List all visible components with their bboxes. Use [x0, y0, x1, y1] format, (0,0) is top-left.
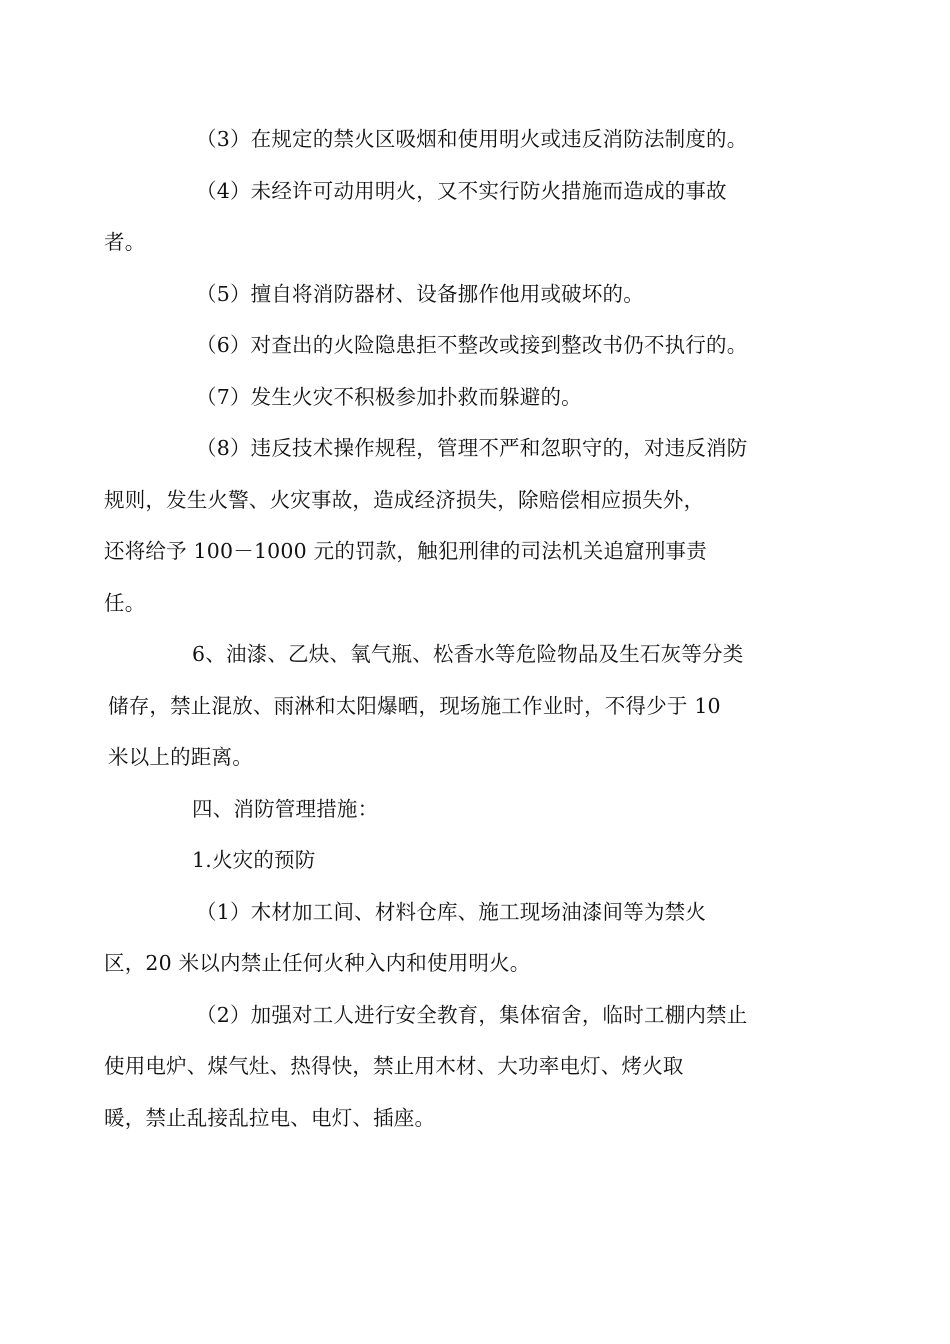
paragraph-item-5 — [150, 269, 810, 321]
text-line: 1.火灾的预防 — [192, 848, 316, 872]
text-line: 区，20 米以内禁止任何火种入内和使用明火。 — [104, 951, 531, 975]
text-line: 储存，禁止混放、雨淋和太阳爆晒，现场施工作业时，不得少于 10 — [108, 693, 721, 718]
text-line: 米以上的距离。 — [108, 745, 253, 769]
text-line: 暖，禁止乱接乱拉电、电灯、插座。 — [104, 1105, 436, 1130]
text-line: 者。 — [104, 230, 146, 254]
text-line: （6）对查出的火险隐患拒不整改或接到整改书仍不执行的。 — [196, 333, 748, 357]
document-page — [104, 114, 810, 1144]
text-line: （5）擅自将消防器材、设备挪作他用或破坏的。 — [196, 281, 644, 306]
subsection-heading — [150, 835, 810, 887]
paragraph-item-6 — [150, 320, 810, 372]
paragraph-item-3 — [150, 114, 810, 166]
text-line: （3）在规定的禁火区吸烟和使用明火或违反消防法制度的。 — [196, 127, 748, 151]
section-heading — [150, 784, 810, 836]
text-line: （8）违反技术操作规程，管理不严和忽职守的，对违反消防 — [196, 436, 748, 460]
text-line: 使用电炉、煤气灶、热得快，禁止用木材、大功率电灯、烤火取 — [104, 1054, 684, 1078]
text-line: （7）发生火灾不积极参加扑救而躲避的。 — [196, 384, 582, 409]
text-line: 任。 — [104, 590, 146, 615]
paragraph-item-7 — [150, 372, 810, 424]
text-line: （1）木材加工间、材料仓库、施工现场油漆间等为禁火 — [196, 899, 707, 924]
text-line: 四、消防管理措施： — [192, 796, 379, 821]
paragraph-item-8 — [104, 423, 810, 629]
text-line: 还将给予 100－1000 元的罚款，触犯刑律的司法机关追窟刑事责 — [104, 539, 707, 563]
paragraph-item-4 — [104, 166, 810, 269]
text-line: （4）未经许可动用明火，又不实行防火措施而造成的事故 — [196, 178, 727, 203]
text-line: 规则，发生火警、火灾事故，造成经济损失，除赔偿相应损失外， — [104, 487, 705, 512]
paragraph-hazard-storage — [108, 629, 810, 784]
text-line: （2）加强对工人进行安全教育，集体宿舍，临时工棚内禁止 — [196, 1002, 748, 1027]
paragraph-prevention-2 — [104, 990, 810, 1145]
text-line: 6、油漆、乙炔、氧气瓶、松香水等危险物品及生石灰等分类 — [192, 642, 744, 666]
paragraph-prevention-1 — [104, 887, 810, 990]
